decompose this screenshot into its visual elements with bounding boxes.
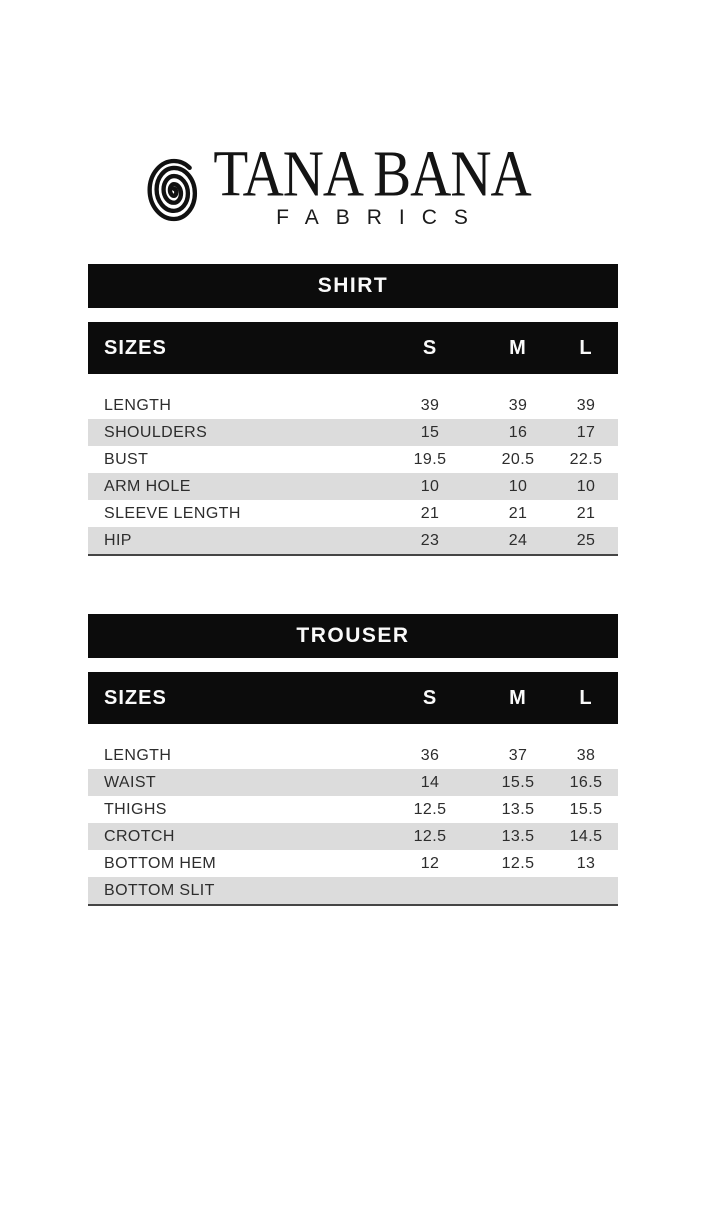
row-value-s: 19.5 xyxy=(413,450,447,468)
row-value-m: 10 xyxy=(508,477,528,495)
row-label: SHOULDERS xyxy=(104,423,208,441)
row-label: WAIST xyxy=(104,773,157,791)
row-value-m: 24 xyxy=(508,531,528,549)
row-label: LENGTH xyxy=(104,396,172,414)
row-value-l: 21 xyxy=(576,504,596,522)
row-label: BUST xyxy=(104,450,149,468)
brand-text xyxy=(213,136,531,230)
table-row xyxy=(88,527,618,554)
table-row xyxy=(88,446,618,473)
table-row xyxy=(88,877,618,904)
row-label: HIP xyxy=(104,531,132,549)
column-header-s: S xyxy=(422,686,438,709)
section-title-trouser xyxy=(88,614,618,658)
row-value-m: 13.5 xyxy=(501,827,535,845)
row-value-l: 14.5 xyxy=(569,827,603,845)
table-row xyxy=(88,796,618,823)
section-title-label: SHIRT xyxy=(317,274,389,297)
row-value-l: 17 xyxy=(576,423,596,441)
table-row xyxy=(88,500,618,527)
row-value-l: 38 xyxy=(576,746,596,764)
trouser-size-table xyxy=(88,614,618,906)
table-row xyxy=(88,473,618,500)
trouser-sizes-header xyxy=(88,672,618,724)
row-value-l: 22.5 xyxy=(569,450,603,468)
row-value-m: 20.5 xyxy=(501,450,535,468)
row-value-m: 15.5 xyxy=(501,773,535,791)
table-row xyxy=(88,742,618,769)
row-value-s: 14 xyxy=(420,773,440,791)
row-value-l: 13 xyxy=(576,854,596,872)
table-row xyxy=(88,823,618,850)
row-label: BOTTOM HEM xyxy=(104,854,217,872)
column-header-m: M xyxy=(509,336,527,359)
row-value-s: 21 xyxy=(420,504,440,522)
spiral-icon xyxy=(145,156,203,224)
brand-name: TANA BANA xyxy=(213,136,531,210)
shirt-rows xyxy=(88,392,618,556)
row-label: CROTCH xyxy=(104,827,175,845)
row-label: ARM HOLE xyxy=(104,477,191,495)
row-label: SLEEVE LENGTH xyxy=(104,504,241,522)
column-header-l: L xyxy=(579,686,593,709)
row-value-s: 23 xyxy=(420,531,440,549)
row-label: BOTTOM SLIT xyxy=(104,881,215,899)
column-header-s: S xyxy=(422,336,438,359)
row-value-s: 10 xyxy=(420,477,440,495)
row-value-m: 39 xyxy=(508,396,528,414)
table-row xyxy=(88,419,618,446)
column-header-m: M xyxy=(509,686,527,709)
row-value-l: 16.5 xyxy=(569,773,603,791)
row-value-s: 15 xyxy=(420,423,440,441)
row-label: LENGTH xyxy=(104,746,172,764)
table-row xyxy=(88,850,618,877)
trouser-rows xyxy=(88,742,618,906)
row-value-l: 15.5 xyxy=(569,800,603,818)
row-value-l: 10 xyxy=(576,477,596,495)
table-row xyxy=(88,769,618,796)
table-row xyxy=(88,392,618,419)
row-value-s: 39 xyxy=(420,396,440,414)
row-value-m: 37 xyxy=(508,746,528,764)
brand-logo xyxy=(0,136,698,230)
shirt-sizes-header xyxy=(88,322,618,374)
column-header-l: L xyxy=(579,336,593,359)
row-value-l: 25 xyxy=(576,531,596,549)
section-title-label: TROUSER xyxy=(296,624,410,647)
row-value-s: 12 xyxy=(420,854,440,872)
brand-subtitle: FABRICS xyxy=(276,205,485,229)
row-value-m: 13.5 xyxy=(501,800,535,818)
sizes-corner-label: SIZES xyxy=(104,686,167,709)
row-value-s: 12.5 xyxy=(413,800,447,818)
row-value-m: 21 xyxy=(508,504,528,522)
row-value-s: 36 xyxy=(420,746,440,764)
shirt-size-table xyxy=(88,264,618,556)
row-value-m: 16 xyxy=(508,423,528,441)
section-title-shirt xyxy=(88,264,618,308)
row-value-m: 12.5 xyxy=(501,854,535,872)
row-value-l: 39 xyxy=(576,396,596,414)
row-value-s: 12.5 xyxy=(413,827,447,845)
row-label: THIGHS xyxy=(104,800,167,818)
sizes-corner-label: SIZES xyxy=(104,336,167,359)
